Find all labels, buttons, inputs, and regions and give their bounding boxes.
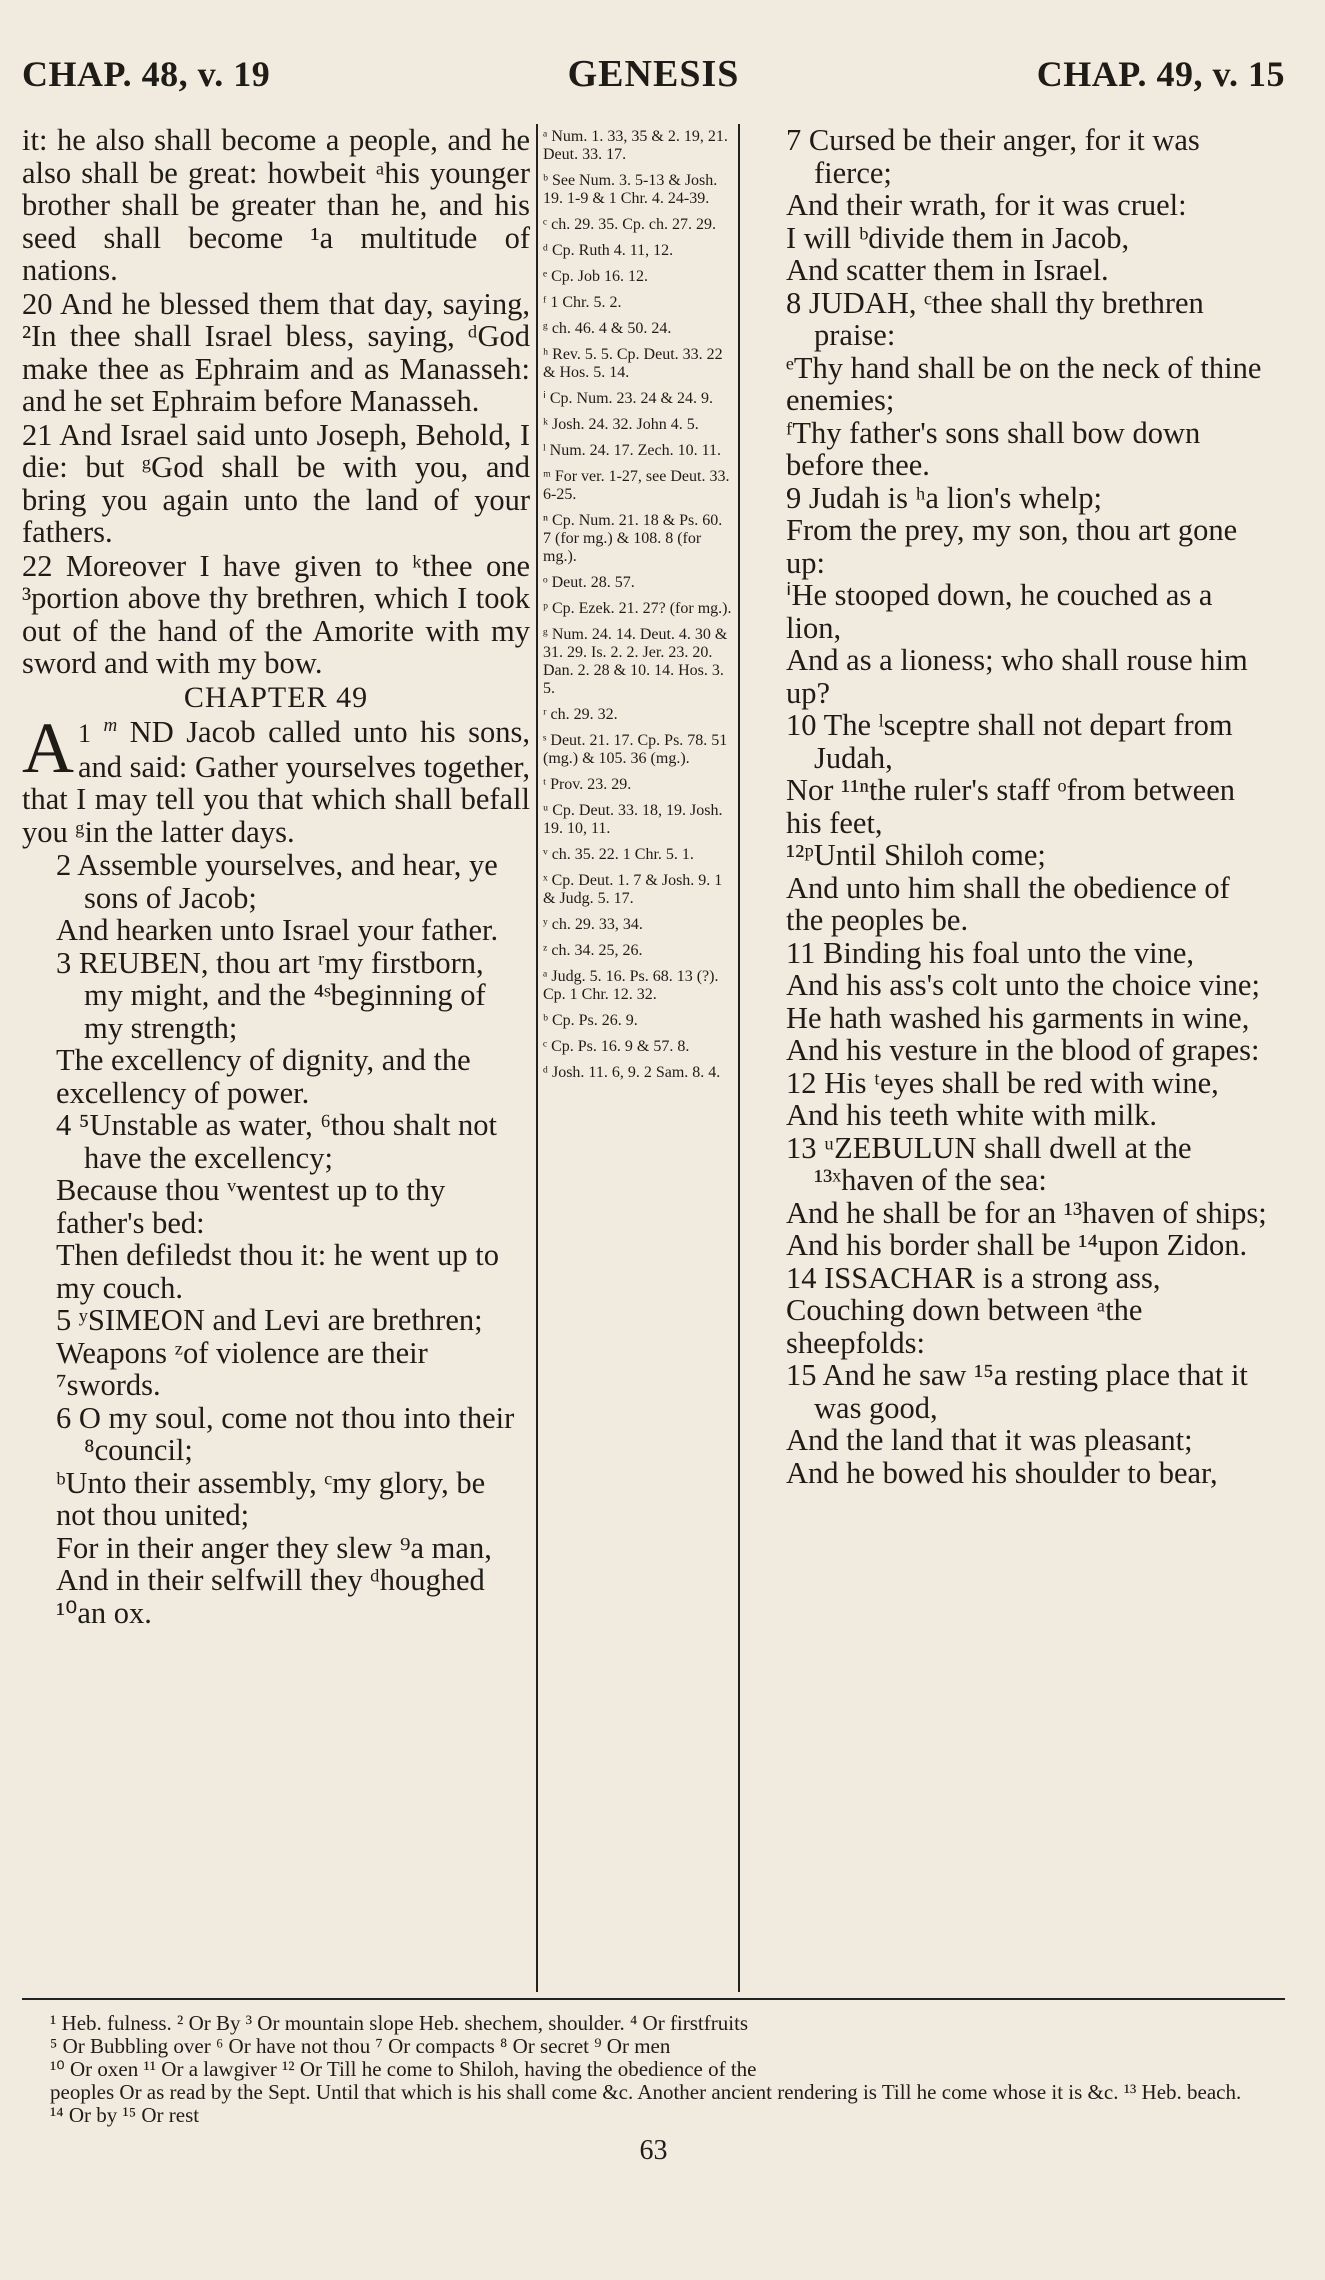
cross-ref: ˣ Cp. Deut. 1. 7 & Josh. 9. 1 & Judg. 5. 17. (543, 872, 723, 907)
footnotes (22, 1998, 1285, 2127)
poetry-line: 8 JUDAH, ᶜthee shall thy brethren praise: (786, 285, 1204, 352)
cross-ref: ᵉ Cp. Job 16. 12. (543, 268, 648, 285)
page-number: 63 (639, 2135, 668, 2166)
cross-ref: ʳ ch. 29. 32. (543, 706, 618, 723)
cross-ref: ᵛ ch. 35. 22. 1 Chr. 5. 1. (543, 846, 694, 863)
cross-ref: ᵇ See Num. 3. 5-13 & Josh. 19. 1-9 & 1 Chr. 4. 24-39. (543, 172, 718, 207)
poetry-line: ⁱHe stooped down, he couched as a lion, (786, 578, 1213, 645)
cross-ref: ᵗ Prov. 23. 29. (543, 776, 632, 793)
poetry-line: ¹²ᵖUntil Shiloh come; (786, 838, 1046, 872)
poetry-line: 3 REUBEN, thou art ʳmy firstborn, my might, and the ⁴ˢbeginning of my strength; (56, 945, 486, 1045)
poetry-line: 15 And he saw ¹⁵a resting place that it was good, (786, 1358, 1248, 1425)
verse-48-21: 21 And Israel said unto Joseph, Behold, I die: but ᵍGod shall be with you, and bring you again unto the land of your fathers. (22, 417, 530, 549)
header-left: CHAP. 48, v. 19 (22, 54, 271, 94)
cross-ref: ᵃ Judg. 5. 16. Ps. 68. 13 (?). Cp. 1 Chr. 12. 32. (543, 968, 719, 1003)
poetry-line: And as a lioness; who shall rouse him up? (786, 643, 1248, 710)
cross-ref: ᵃ Num. 1. 33, 35 & 2. 19, 21. Deut. 33. 17. (543, 128, 728, 163)
cross-ref: ʸ ch. 29. 33, 34. (543, 916, 643, 933)
verse-49-1 (22, 708, 530, 849)
header-right: CHAP. 49, v. 15 (1036, 54, 1285, 94)
running-header (22, 52, 1285, 116)
poetry-line: 2 Assemble yourselves, and hear, ye sons of Jacob; (56, 848, 498, 915)
cross-ref: ᶻ ch. 34. 25, 26. (543, 942, 643, 959)
right-column (740, 124, 1272, 1992)
poetry-line: 14 ISSACHAR is a strong ass, (786, 1260, 1161, 1295)
cross-ref: ⁿ Cp. Num. 21. 18 & Ps. 60. 7 (for mg.) & 108. 8 (for mg.). (543, 512, 723, 565)
poetry-line: And his vesture in the blood of grapes: (786, 1033, 1260, 1067)
cross-ref: ʰ Rev. 5. 5. Cp. Deut. 33. 22 & Hos. 5. 14. (543, 346, 723, 381)
cross-ref: ᵈ Josh. 11. 6, 9. 2 Sam. 8. 4. (543, 1064, 721, 1081)
poetry-line: And his border shall be ¹⁴upon Zidon. (786, 1228, 1248, 1262)
cross-ref: ˢ Deut. 21. 17. Cp. Ps. 78. 51 (mg.) & 105. 36 (mg.). (543, 732, 728, 767)
poetry-line: And their wrath, for it was cruel: (786, 188, 1187, 222)
poetry-line: Because thou ᵛwentest up to thy father's bed: (56, 1173, 446, 1240)
poetry-line: And scatter them in Israel. (786, 253, 1109, 287)
cross-ref: ᵍ ch. 46. 4 & 50. 24. (543, 320, 672, 337)
cross-ref: ᶜ Cp. Ps. 16. 9 & 57. 8. (543, 1038, 690, 1055)
poetry-line: Couching down between ᵃthe sheepfolds: (786, 1293, 1143, 1360)
poetry-line: 13 ᵘZEBULUN shall dwell at the ¹³ˣhaven of the sea: (786, 1130, 1192, 1197)
cross-ref-mark: m (103, 714, 118, 736)
poetry-line: 6 O my soul, come not thou into their ⁸council; (56, 1400, 515, 1467)
poetry-line: And his teeth white with milk. (786, 1098, 1158, 1132)
cross-ref: ⁱ Cp. Num. 23. 24 & 24. 9. (543, 390, 713, 407)
poetry-line: I will ᵇdivide them in Jacob, (786, 220, 1130, 255)
cross-ref: ᵘ Cp. Deut. 33. 18, 19. Josh. 19. 10, 11. (543, 802, 723, 837)
poetry-line: He hath washed his garments in wine, (786, 1000, 1250, 1035)
poetry-line: And his ass's colt unto the choice vine; (786, 968, 1260, 1002)
poetry-line: The excellency of dignity, and the excellency of power. (56, 1043, 471, 1110)
poetry-line: For in their anger they slew ⁹a man, (56, 1530, 492, 1565)
cross-ref: ᵏ Josh. 24. 32. John 4. 5. (543, 416, 699, 433)
cross-ref: ᵍ Num. 24. 14. Deut. 4. 30 & 31. 29. Is. 2. 2. Jer. 23. 20. Dan. 2. 28 & 10. 14. Hos. 3. 5. (543, 626, 728, 697)
footnote-line: ¹ Heb. fulness. ² Or By ³ Or mountain slope Heb. shechem, shoulder. ⁴ Or firstfruits (50, 2011, 749, 2035)
verse-48-19: it: he also shall become a people, and he also shall be great: howbeit ᵃhis younger brother shall be greater than he, and his seed shall become ¹a multitude of nations. (22, 123, 530, 287)
poetry-line: ᵇUnto their assembly, ᶜmy glory, be not thou united; (56, 1465, 486, 1532)
poetry-line: 7 Cursed be their anger, for it was fierce; (786, 123, 1200, 190)
poetry-line: 10 The ˡsceptre shall not depart from Judah, (786, 708, 1233, 775)
cross-reference-column (536, 124, 740, 1992)
poetry-line: Then defiledst thou it: he went up to my couch. (56, 1238, 500, 1305)
cross-ref: ᶜ ch. 29. 35. Cp. ch. 27. 29. (543, 216, 716, 233)
left-column (22, 124, 536, 1992)
poetry-line: And the land that it was pleasant; (786, 1423, 1193, 1457)
cross-ref: ᶠ 1 Chr. 5. 2. (543, 294, 622, 311)
poetry-line: 5 ʸSIMEON and Levi are brethren; (56, 1303, 483, 1337)
poetry-line: ᶠThy father's sons shall bow down before thee. (786, 415, 1201, 482)
poetry-line: Nor ¹¹ⁿthe ruler's staff ᵒfrom between his feet, (786, 773, 1235, 840)
cross-ref: ᵖ Cp. Ezek. 21. 27? (for mg.). (543, 600, 732, 617)
verse-48-20: 20 And he blessed them that day, saying, ²In thee shall Israel bless, saying, ᵈGod make thee as Ephraim and as Manasseh: and he set Ephraim before Manasseh. (22, 286, 530, 418)
cross-ref: ˡ Num. 24. 17. Zech. 10. 11. (543, 442, 722, 459)
verse-text: ND Jacob called unto his sons, and said: Gather yourselves together, that I may tell you that which shall befall you ᵍin the latter days. (22, 715, 530, 849)
text-body (22, 124, 1285, 1992)
cross-ref: ᵇ Cp. Ps. 26. 9. (543, 1012, 638, 1029)
poetry-line: From the prey, my son, thou art gone up: (786, 513, 1238, 580)
chapter-heading: CHAPTER 49 (183, 680, 369, 714)
verse-48-22: 22 Moreover I have given to ᵏthee one ³portion above thy brethren, which I took out of the hand of the Amorite with my sword and with my bow. (22, 548, 530, 680)
footnote-line: ¹⁰ Or oxen ¹¹ Or a lawgiver ¹² Or Till he come to Shiloh, having the obedience of the (50, 2057, 757, 2081)
poetry-line: ᵉThy hand shall be on the neck of thine enemies; (786, 350, 1262, 417)
poetry-line: 11 Binding his foal unto the vine, (786, 935, 1195, 970)
drop-cap: A (22, 708, 74, 788)
poetry-line: And in their selfwill they ᵈhoughed ¹⁰an ox. (56, 1563, 485, 1630)
cross-ref: ᵈ Cp. Ruth 4. 11, 12. (543, 242, 674, 259)
verse-number: 1 (78, 719, 91, 748)
cross-ref: ᵐ For ver. 1-27, see Deut. 33. 6-25. (543, 468, 730, 503)
footnote-line: peoples Or as read by the Sept. Until that which is his shall come &c. Another ancient rendering is Till he come whose it is &c. ¹³ Heb. beach. ¹⁴ Or by ¹⁵ Or rest (50, 2080, 1242, 2127)
poetry-line: 12 His ᵗeyes shall be red with wine, (786, 1065, 1219, 1100)
footnote-line: ⁵ Or Bubbling over ⁶ Or have not thou ⁷ Or compacts ⁸ Or secret ⁹ Or men (50, 2034, 671, 2058)
poetry-line: And hearken unto Israel your father. (56, 913, 499, 947)
poetry-line: Weapons ᶻof violence are their ⁷swords. (56, 1335, 428, 1402)
header-title: GENESIS (567, 53, 740, 95)
poetry-line: And unto him shall the obedience of the peoples be. (786, 870, 1230, 937)
poetry-line: And he bowed his shoulder to bear, (786, 1455, 1218, 1490)
poetry-line: 4 ⁵Unstable as water, ⁶thou shalt not have the excellency; (56, 1108, 498, 1175)
poetry-line: And he shall be for an ¹³haven of ships; (786, 1195, 1267, 1230)
cross-ref: ᵒ Deut. 28. 57. (543, 574, 635, 591)
poetry-line: 9 Judah is ʰa lion's whelp; (786, 480, 1103, 515)
